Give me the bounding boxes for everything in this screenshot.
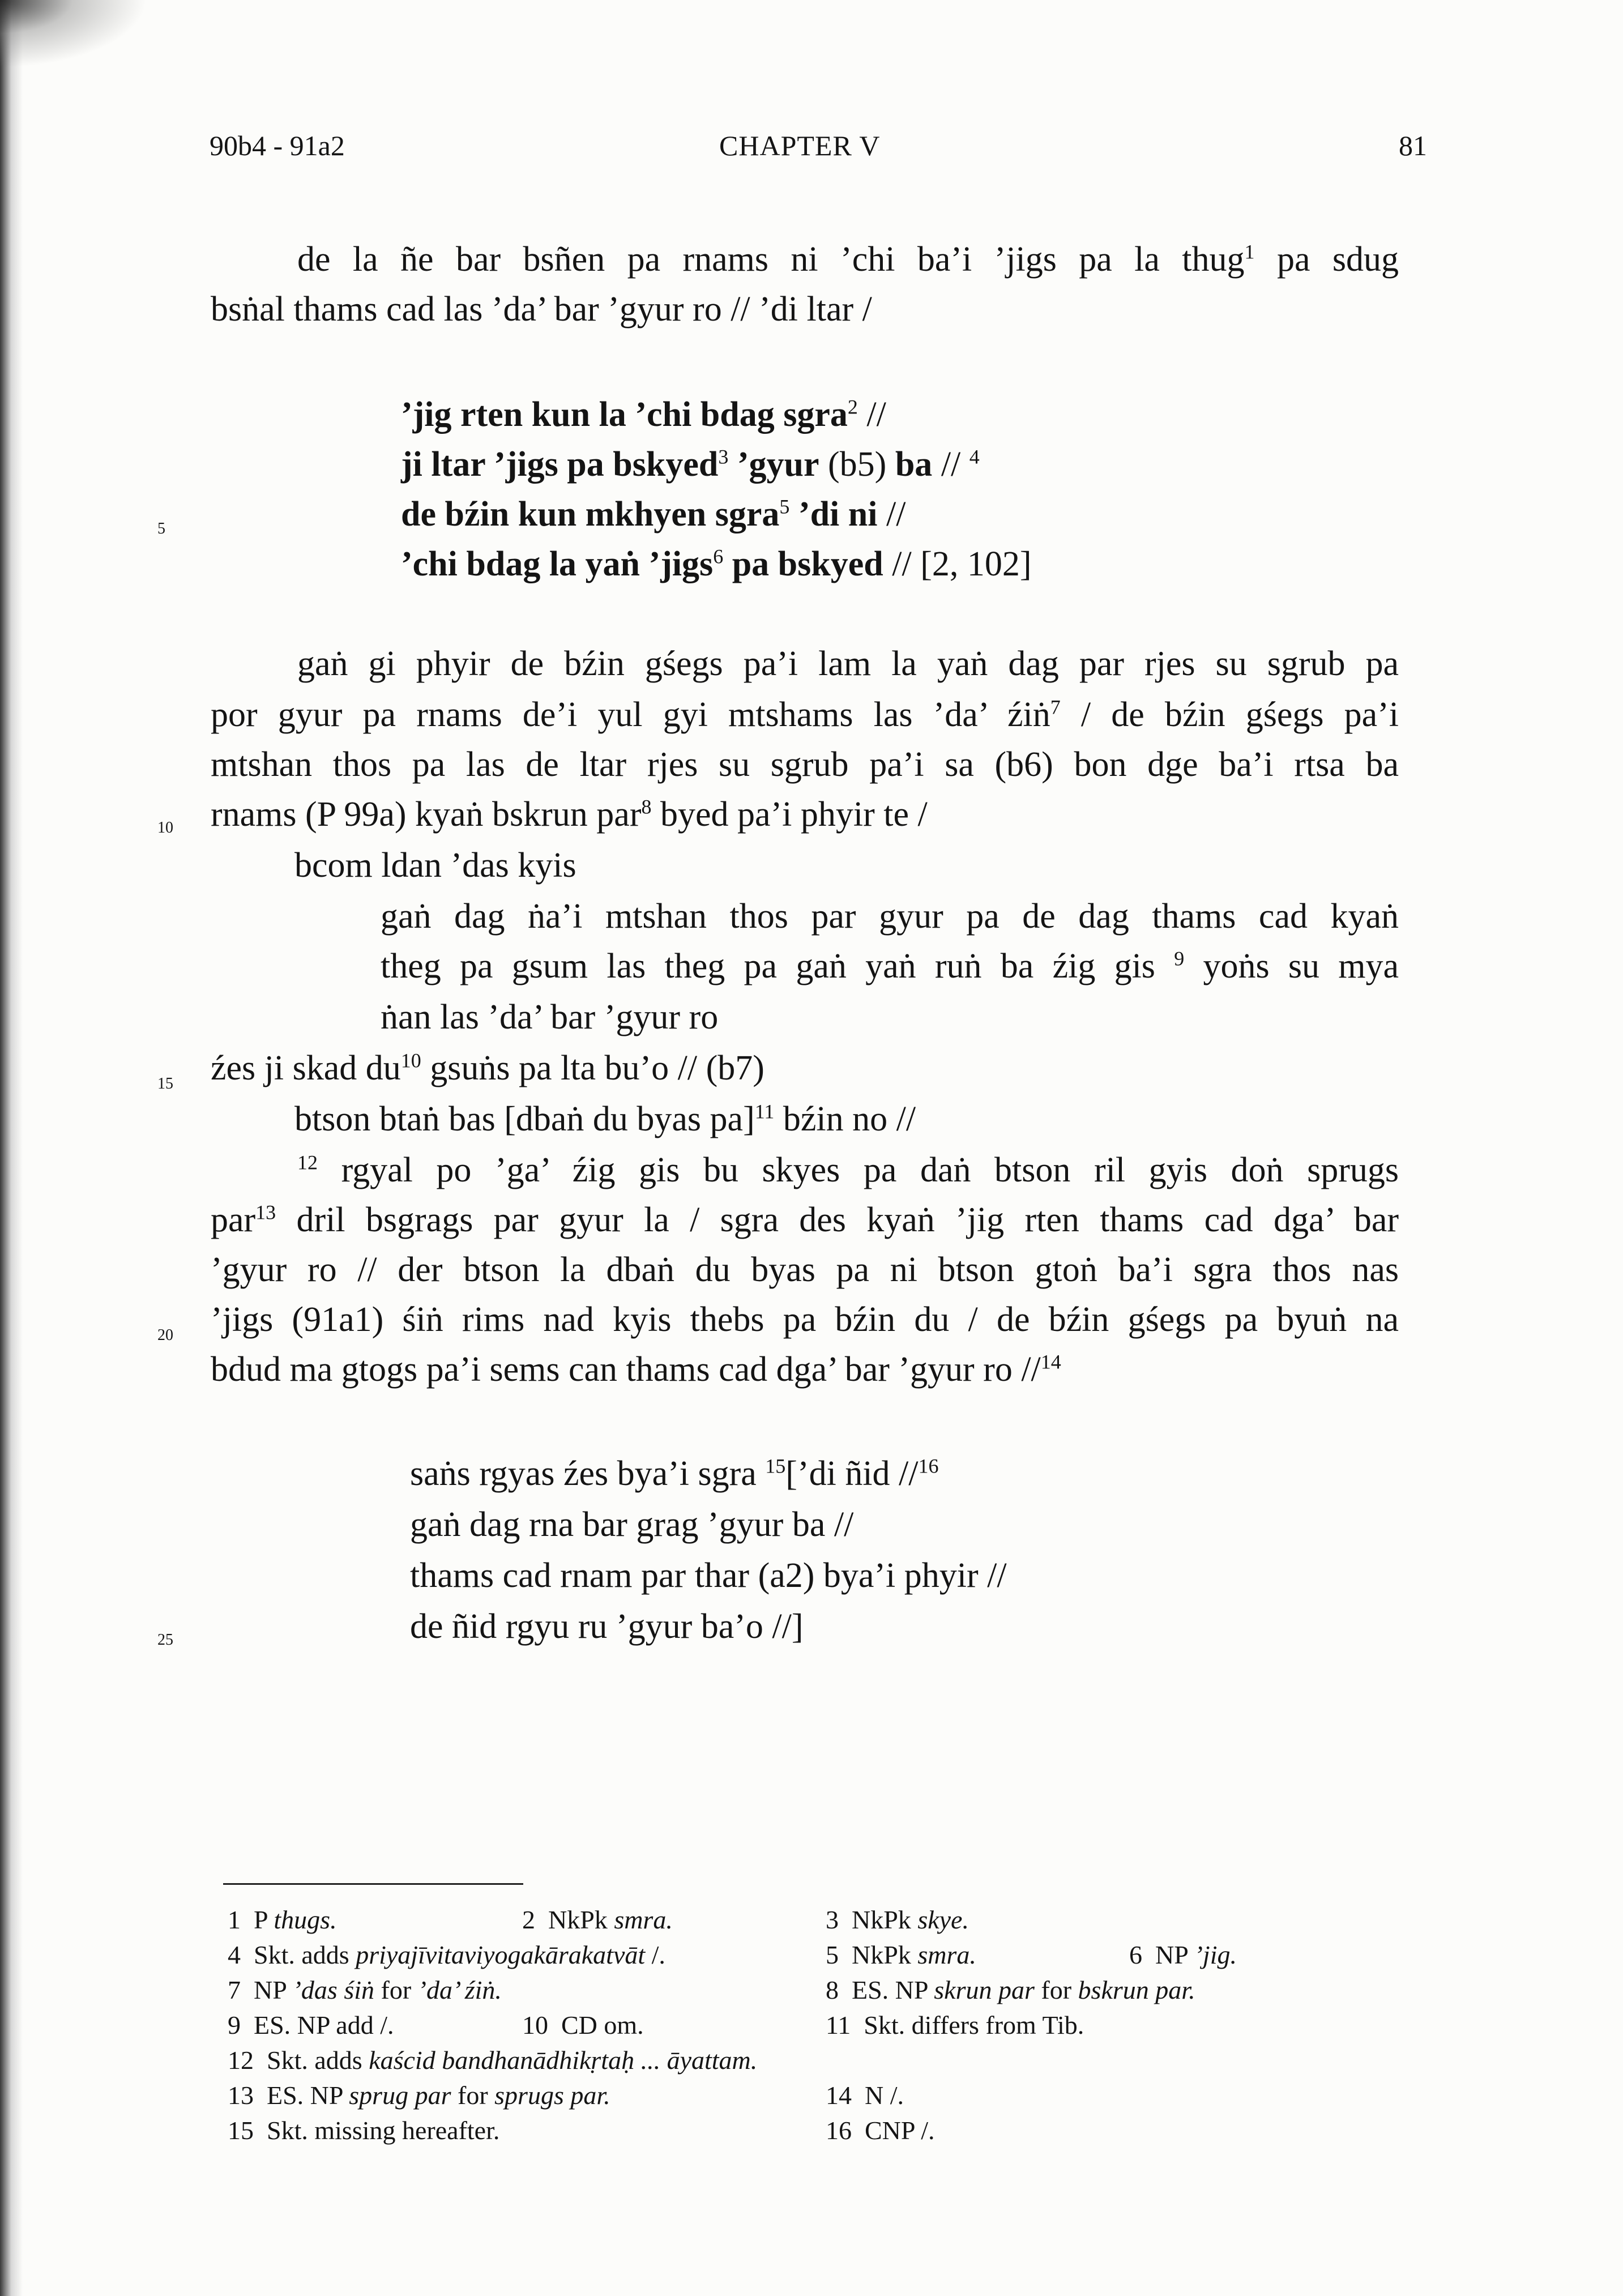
line-number-25: 25 xyxy=(157,1631,173,1649)
verse1-line2: ji ltar ’jigs pa bskyed$^3$ ’gyur (b5) ba // $^4$ xyxy=(401,445,980,484)
verse2-line4: de ñid rgyu ru ’gyur ba’o //] xyxy=(410,1607,804,1646)
footnote-10: 10 CD om. xyxy=(522,2011,644,2039)
page-spine-shadow xyxy=(0,0,23,2296)
verse2-line1: saṅs rgyas źes bya’i sgra $^{15}$[’di ñid //$^{16}$ xyxy=(410,1454,939,1493)
footnote-1: 1 P thugs. xyxy=(228,1905,337,1934)
line-number-15: 15 xyxy=(157,1075,173,1092)
footnote-16: 16 CNP /. xyxy=(826,2116,935,2145)
folio-range: 90b4 - 91a2 xyxy=(210,130,345,161)
quote-line1: gaṅ dag ṅa’i mtshan thos par gyur pa de dag thams cad kyaṅ xyxy=(381,897,1399,936)
para1-line2: bsṅal thams cad las ’da’ bar ’gyur ro // ’di ltar / xyxy=(211,290,872,328)
footnote-2: 2 NkPk smra. xyxy=(522,1905,673,1934)
footnote-12: 12 Skt. adds kaścid bandhanādhikṛtaḥ ... āyattam. xyxy=(228,2046,758,2075)
footnote-separator xyxy=(223,1883,523,1885)
para2-line4: rnams (P 99a) kyaṅ bskrun par$^8$ byed pa’i phyir te / xyxy=(211,795,928,834)
footnote-11: 11 Skt. differs from Tib. xyxy=(826,2011,1084,2039)
page-number: 81 xyxy=(1399,130,1427,161)
footnote-3: 3 NkPk skye. xyxy=(826,1905,969,1934)
footnote-13: 13 ES. NP sprug par for sprugs par. xyxy=(228,2081,610,2110)
footnote-8: 8 ES. NP skrun par for bskrun par. xyxy=(826,1975,1195,2004)
line-number-10: 10 xyxy=(157,819,173,837)
running-header xyxy=(210,129,1427,169)
para3-line4: ’jigs (91a1) śiṅ rims nad kyis thebs pa bźin du / de bźin gśegs pa byuṅ na xyxy=(211,1300,1399,1339)
footnote-5: 5 NkPk smra. xyxy=(826,1940,976,1969)
quote-line3: ṅan las ’da’ bar ’gyur ro xyxy=(381,998,719,1036)
para3-line5: bdud ma gtogs pa’i sems can thams cad dga’ bar ’gyur ro //$^{14}$ xyxy=(211,1350,1061,1389)
footnote-9: 9 ES. NP add /. xyxy=(228,2011,394,2039)
verse1-line4: ’chi bdag la yaṅ ’jigs$^6$ pa bskyed // [2, 102] xyxy=(401,545,1032,583)
footnote-6: 6 NP ’jig. xyxy=(1129,1940,1237,1969)
line-number-20: 20 xyxy=(157,1326,173,1344)
footnote-14: 14 N /. xyxy=(826,2081,904,2110)
para2-line3: mtshan thos pa las de ltar rjes su sgrub pa’i sa (b6) bon dge ba’i rtsa ba xyxy=(211,745,1399,784)
para2-line1: gaṅ gi phyir de bźin gśegs pa’i lam la yaṅ dag par rjes su sgrub pa xyxy=(297,645,1399,683)
quote-line2: theg pa gsum las theg pa gaṅ yaṅ ruṅ ba źig gis $^9$ yoṅs su mya xyxy=(381,947,1399,985)
para3-line2: par$^{13}$ dril bsgrags par gyur la / sgra des kyaṅ ’jig rten thams cad dga’ bar xyxy=(211,1201,1399,1239)
para2-line5: bcom ldan ’das kyis xyxy=(294,846,576,885)
verse1-line3: de bźin kun mkhyen sgra$^5$ ’di ni // xyxy=(401,495,906,534)
para2-line6: źes ji skad $du^{10}$ gsuṅs pa lta bu’o // (b7) xyxy=(211,1049,764,1087)
para2-line2: por gyur pa rnams de’i yul gyi mtshams las ’da’ źiṅ$^7$ / de bźin gśegs pa’i xyxy=(211,695,1399,734)
verse2-line2: gaṅ dag rna bar grag ’gyur ba // xyxy=(410,1505,854,1544)
footnote-7: 7 NP ’das śiṅ for ’da’ źiṅ. xyxy=(228,1975,502,2004)
chapter-title: CHAPTER V xyxy=(719,130,881,161)
para2-line7: btson btaṅ bas [dbaṅ du byas pa]$^{11}$ bźin no // xyxy=(294,1100,916,1138)
page-corner-shadow xyxy=(0,0,147,68)
verse1-line1: ’jig rten kun la ’chi bdag sgra$^2$ // xyxy=(401,395,886,434)
footnote-4: 4 Skt. adds priyajīvitaviyogakārakatvāt /. xyxy=(228,1940,665,1969)
para3-line1: $^{12}$ rgyal po ’ga’ źig gis bu skyes pa daṅ btson ril gyis doṅ sprugs xyxy=(297,1151,1399,1189)
footnote-15: 15 Skt. missing hereafter. xyxy=(228,2116,500,2145)
para1-line1: de la ñe bar bsñen pa rnams ni ’chi ba’i ’jigs pa la thug$^1$ pa sdug xyxy=(297,240,1399,279)
line-number-5: 5 xyxy=(157,520,165,537)
verse2-line3: thams cad rnam par thar (a2) bya’i phyir // xyxy=(410,1556,1007,1595)
para3-line3: ’gyur ro // der btson la dbaṅ du byas pa ni btson gtoṅ ba’i sgra thos nas xyxy=(211,1251,1399,1289)
